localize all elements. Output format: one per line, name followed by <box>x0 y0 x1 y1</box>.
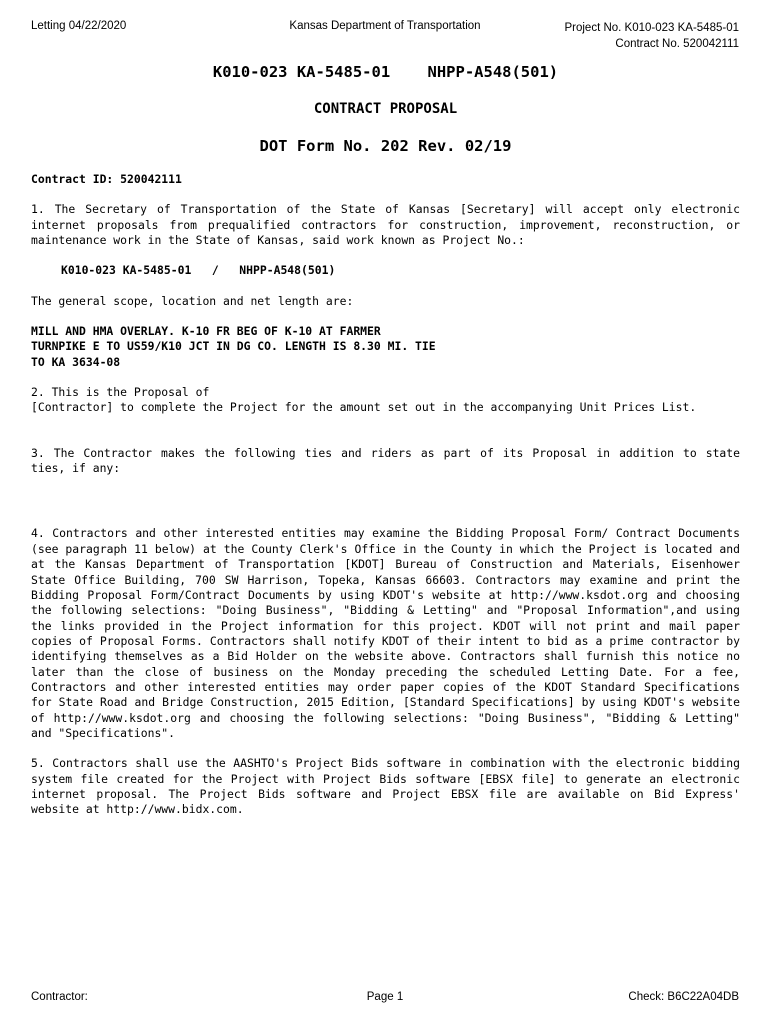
title-form-number: DOT Form No. 202 Rev. 02/19 <box>259 137 512 155</box>
spacer <box>31 431 740 446</box>
paragraph-3: 3. The Contractor makes the following ties and riders as part of its Proposal in addition to state ties, if any: <box>31 445 740 476</box>
spacer <box>31 491 740 526</box>
title-contract-proposal: CONTRACT PROPOSAL <box>313 101 458 117</box>
contract-id: Contract ID: 520042111 <box>31 172 182 186</box>
header-letting-date: Letting 04/22/2020 <box>31 20 127 32</box>
paragraph-2: 2. This is the Proposal of [Contractor] to complete the Project for the amount set out in the accompanying Unit Prices List. <box>31 385 697 415</box>
scope-description: MILL AND HMA OVERLAY. K-10 FR BEG OF K-10 AT FARMER TURNPIKE E TO US59/K10 JCT IN DG CO. LENGTH IS 8.30 MI. TIE TO KA 3634-08 <box>31 324 436 369</box>
paragraph-4: 4. Contractors and other interested entities may examine the Bidding Proposal Form/ Contract Documents (see paragraph 11 below) at the County Clerk's Office in the County in which the Project is located and at the Kansas Department of Transportation [KDOT] Bureau of Construction and Materials, Eisenhower State Office Building, 700 SW Harrison, Topeka, Kansas 66603. Contractors may examine and print the Bidding Proposal Form/Contract Documents by using KDOT's website at http://www.ksdot.org and choosing the following selections: "Doing Business", "Bidding & Letting" and "Proposal Information",and using the links provided in the Project information for this project. KDOT will not print and mail paper copies of Proposal Forms. Contractors shall notify KDOT of their intent to bid as a prime contractor by identifying themselves as a Bid Holder on the website above. Contractors shall furnish this notice no later than the close of business on the Monday preceding the scheduled Letting Date. For a fee, Contractors and other interested entities may order paper copies of the KDOT Standard Specifications for State Road and Bridge Construction, 2015 Edition, [Standard Specifications] by using KDOT's website of http://www.ksdot.org and choosing the following selections: "Doing Business", "Bidding & Letting" and "Specifications". <box>31 526 740 740</box>
header-contract-number: Contract No. 520042111 <box>615 38 739 50</box>
header-agency: Kansas Department of Transportation <box>289 20 481 32</box>
footer-page-number: Page 1 <box>366 991 404 1003</box>
paragraph-5: 5. Contractors shall use the AASHTO's Project Bids software in combination with the electronic bidding system file created for the Project with Project Bids software [EBSX file] to generate an electronic internet proposal. The Project Bids software and Project EBSX file are available on Bid Express' website at http://www.bidx.com. <box>31 756 740 817</box>
footer-check-code: Check: B6C22A04DB <box>628 991 739 1003</box>
scope-intro: The general scope, location and net length are: <box>31 293 354 308</box>
footer-contractor: Contractor: <box>31 991 88 1003</box>
project-number: K010-023 KA-5485-01 / NHPP-A548(501) <box>61 263 336 278</box>
header-project-info <box>564 20 739 52</box>
title-project-line: K010-023 KA-5485-01 NHPP-A548(501) <box>212 63 559 81</box>
document-body <box>31 62 740 833</box>
paragraph-1: 1. The Secretary of Transportation of the State of Kansas [Secretary] will accept only electronic internet proposals from prequalified contractors for construction, improvement, reconstruction, or maintenance work in the State of Kansas, said work known as Project No.: <box>31 202 740 248</box>
header-project-number: Project No. K010-023 KA-5485-01 <box>564 22 739 34</box>
